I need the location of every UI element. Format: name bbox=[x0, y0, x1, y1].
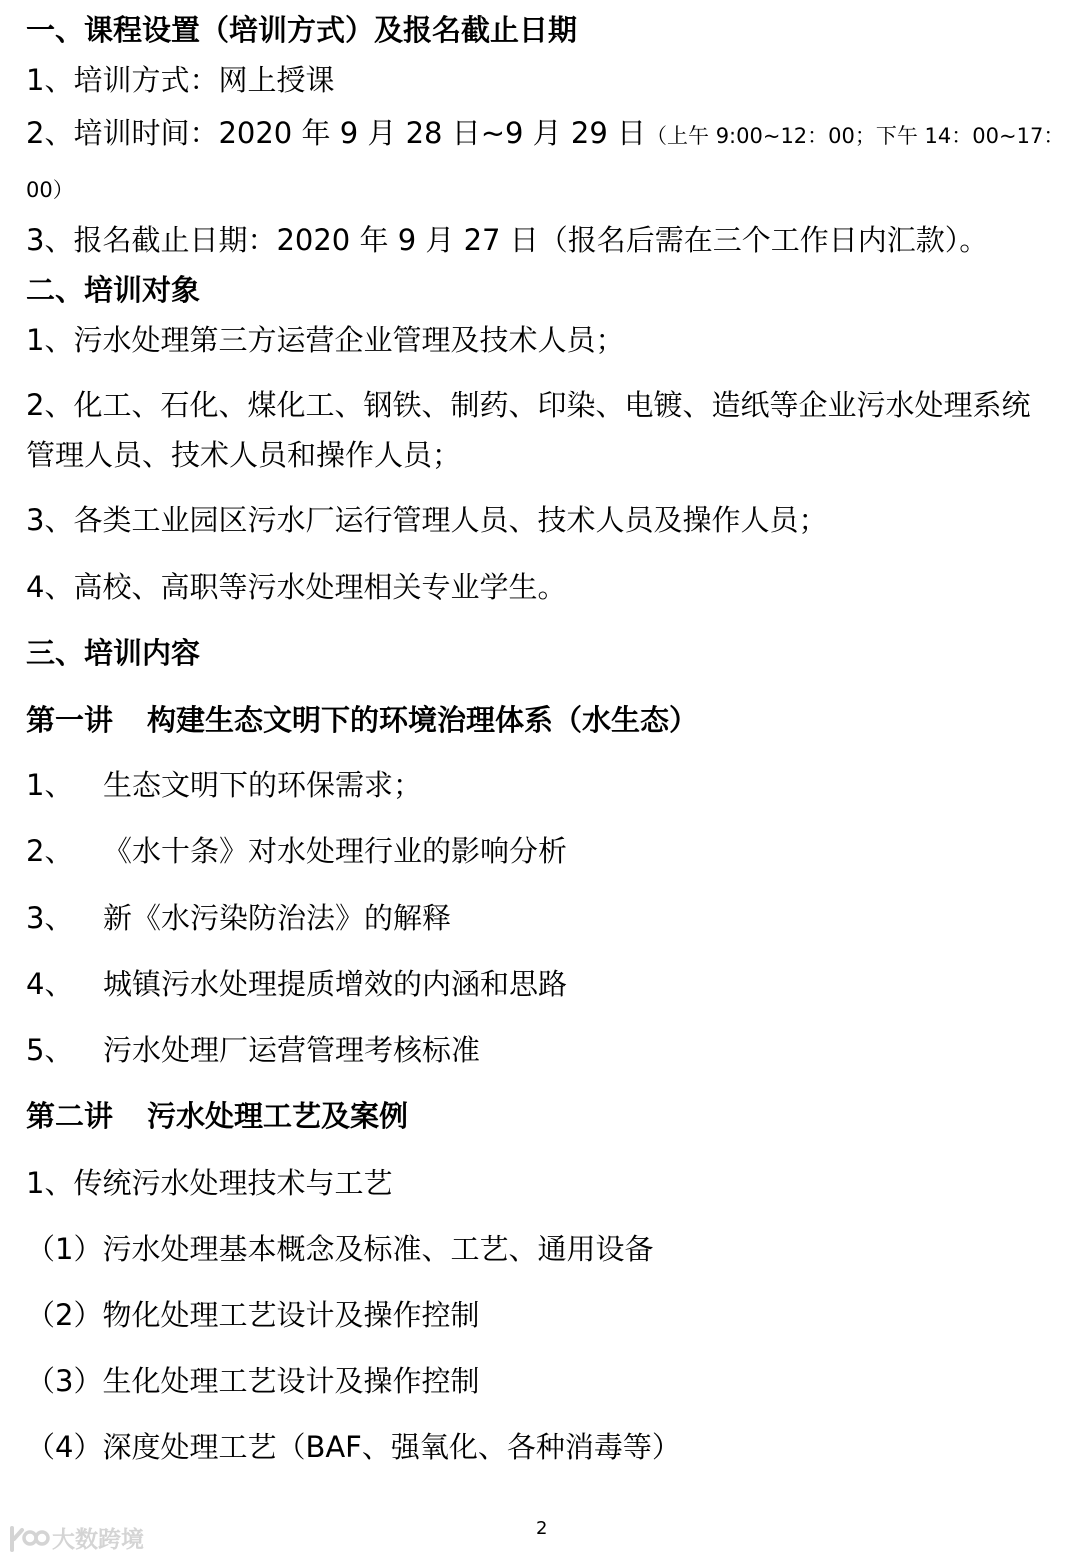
item-text: 生态文明下的环保需求； bbox=[103, 768, 423, 802]
item-text: 城镇污水处理提质增效的内涵和思路 bbox=[103, 967, 568, 1001]
lecture1-title: 构建生态文明下的环境治理体系（水生态） bbox=[147, 703, 699, 737]
target-item: 4、高校、高职等污水处理相关专业学生。 bbox=[26, 570, 567, 604]
lecture2-label: 第二讲 bbox=[26, 1099, 114, 1133]
lecture2-subitem: （2）物化处理工艺设计及操作控制 bbox=[26, 1298, 480, 1332]
target-item: 3、各类工业园区污水厂运行管理人员、技术人员及操作人员； bbox=[26, 503, 828, 537]
lecture1-label: 第一讲 bbox=[26, 703, 114, 737]
training-time-note-cont: 00） bbox=[26, 178, 74, 202]
lecture2-subitem: （1）污水处理基本概念及标准、工艺、通用设备 bbox=[26, 1232, 654, 1266]
item-number: 4、 bbox=[26, 967, 74, 1001]
watermark-text: 大数跨境 bbox=[52, 1527, 144, 1553]
training-method: 1、培训方式：网上授课 bbox=[26, 63, 335, 97]
item-text: 《水十条》对水处理行业的影响分析 bbox=[103, 834, 568, 868]
training-time-main: 2、培训时间：2020 年 9 月 28 日~9 月 29 日 bbox=[26, 116, 647, 150]
section3-heading: 三、培训内容 bbox=[26, 636, 201, 670]
watermark-logo-icon bbox=[6, 1524, 50, 1554]
lecture1-item bbox=[26, 964, 567, 1004]
section2-heading: 二、培训对象 bbox=[26, 273, 201, 307]
page-number: 2 bbox=[536, 1518, 548, 1539]
registration-deadline: 3、报名截止日期：2020 年 9 月 27 日（报名后需在三个工作日内汇款）。 bbox=[26, 223, 989, 257]
section1-heading: 一、课程设置（培训方式）及报名截止日期 bbox=[26, 13, 578, 47]
item-text: 污水处理厂运营管理考核标准 bbox=[103, 1033, 481, 1067]
lecture2-title: 污水处理工艺及案例 bbox=[147, 1099, 409, 1133]
lecture2-subitem: （4）深度处理工艺（BAF、强氧化、各种消毒等） bbox=[26, 1430, 681, 1464]
item-number: 3、 bbox=[26, 901, 74, 935]
lecture1-heading bbox=[26, 700, 698, 740]
target-item: 2、化工、石化、煤化工、钢铁、制药、印染、电镀、造纸等企业污水处理系统 bbox=[26, 388, 1031, 422]
target-item: 1、污水处理第三方运营企业管理及技术人员； bbox=[26, 323, 625, 357]
lecture1-item bbox=[26, 1030, 480, 1070]
item-number: 5、 bbox=[26, 1033, 74, 1067]
training-time-note: （上午 9:00~12：00；下午 14：00~17： bbox=[646, 124, 1065, 148]
lecture1-item bbox=[26, 765, 422, 805]
lecture2-item: 1、传统污水处理技术与工艺 bbox=[26, 1166, 393, 1200]
lecture2-subitem: （3）生化处理工艺设计及操作控制 bbox=[26, 1364, 480, 1398]
item-text: 新《水污染防治法》的解释 bbox=[103, 901, 452, 935]
lecture1-item bbox=[26, 898, 451, 938]
training-time bbox=[26, 113, 1064, 156]
item-number: 2、 bbox=[26, 834, 74, 868]
item-number: 1、 bbox=[26, 768, 74, 802]
lecture2-heading bbox=[26, 1096, 408, 1136]
lecture1-item bbox=[26, 831, 567, 871]
target-item-cont: 管理人员、技术人员和操作人员； bbox=[26, 438, 462, 472]
